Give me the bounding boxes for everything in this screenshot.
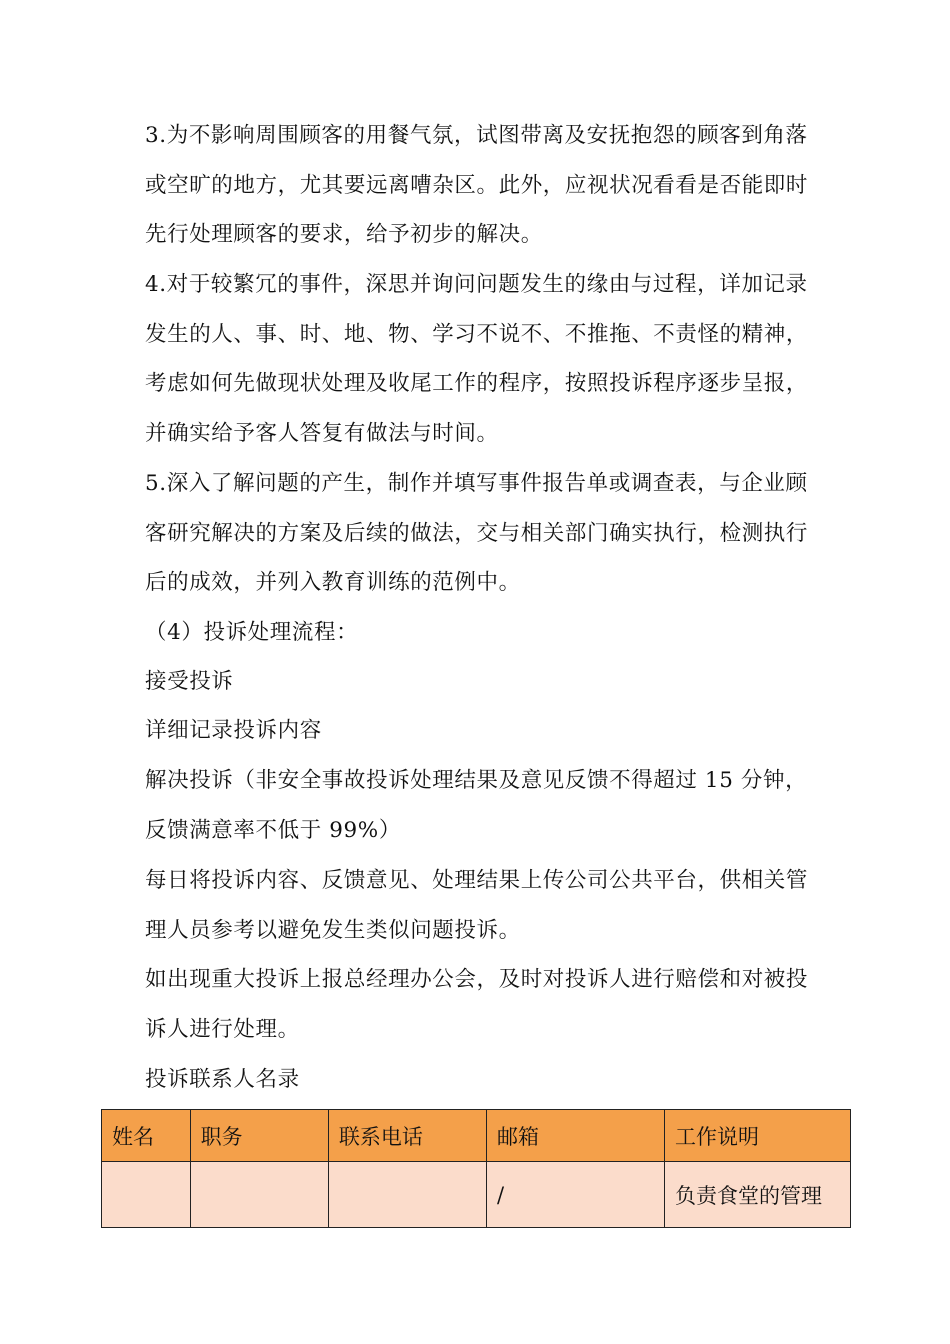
table-header-row (102, 1110, 851, 1162)
line: 客研究解决的方案及后续的做法，交与相关部门确实执行，检测执行 (145, 520, 809, 546)
line: 3.为不影响周围顾客的用餐气氛，试图带离及安抚抱怨的顾客到角落 (145, 123, 808, 148)
column-header-position: 职务 (190, 1110, 328, 1162)
flow-step-resolve (145, 756, 815, 855)
cell-position (190, 1162, 328, 1228)
line: 详细记录投诉内容 (145, 718, 322, 743)
column-header-phone: 联系电话 (328, 1110, 486, 1162)
line: 后的成效，并列入教育训练的范例中。 (145, 570, 521, 595)
cell-phone (328, 1162, 486, 1228)
cell-name (102, 1162, 191, 1228)
column-header-email: 邮箱 (487, 1110, 665, 1162)
line: 发生的人、事、时、地、物、学习不说不、不推拖、不责怪的精神， (145, 321, 809, 347)
table-caption (145, 1055, 815, 1105)
flow-step-record (145, 706, 815, 756)
line: 或空旷的地方，尤其要远离嘈杂区。此外，应视状况看看是否能即时 (145, 172, 809, 198)
cell-email: / (487, 1162, 665, 1228)
paragraph-4 (145, 260, 815, 458)
flow-step-receive (145, 657, 815, 707)
flow-step-escalate (145, 955, 815, 1054)
line: 如出现重大投诉上报总经理办公会，及时对投诉人进行赔偿和对被投 (145, 967, 809, 992)
line: 考虑如何先做现状处理及收尾工作的程序，按照投诉程序逐步呈报， (145, 371, 809, 396)
table-row (102, 1162, 851, 1228)
line: 每日将投诉内容、反馈意见、处理结果上传公司公共平台，供相关管 (145, 868, 809, 893)
column-header-name: 姓名 (102, 1110, 191, 1162)
paragraph-3 (145, 111, 815, 260)
column-header-duty: 工作说明 (665, 1110, 851, 1162)
line: 先行处理顾客的要求，给予初步的解决。 (145, 222, 543, 247)
line: 接受投诉 (145, 669, 234, 694)
line: （4）投诉处理流程： (145, 620, 359, 645)
line: 反馈满意率不低于 99%） (145, 817, 401, 843)
contact-table (101, 1109, 851, 1228)
line: 并确实给予客人答复有做法与时间。 (145, 420, 499, 446)
section-heading (145, 608, 815, 658)
line: 4.对于较繁冗的事件，深思并询问问题发生的缘由与过程，详加记录 (145, 272, 808, 297)
line: 理人员参考以避免发生类似问题投诉。 (145, 917, 521, 943)
line: 投诉联系人名录 (145, 1067, 300, 1092)
line: 解决投诉（非安全事故投诉处理结果及意见反馈不得超过 15 分钟， (145, 768, 808, 793)
cell-duty: 负责食堂的管理 (665, 1162, 851, 1228)
paragraph-5 (145, 459, 815, 608)
line: 5.深入了解问题的产生，制作并填写事件报告单或调查表，与企业顾 (145, 471, 808, 496)
flow-step-upload (145, 856, 815, 955)
line: 诉人进行处理。 (145, 1016, 300, 1042)
